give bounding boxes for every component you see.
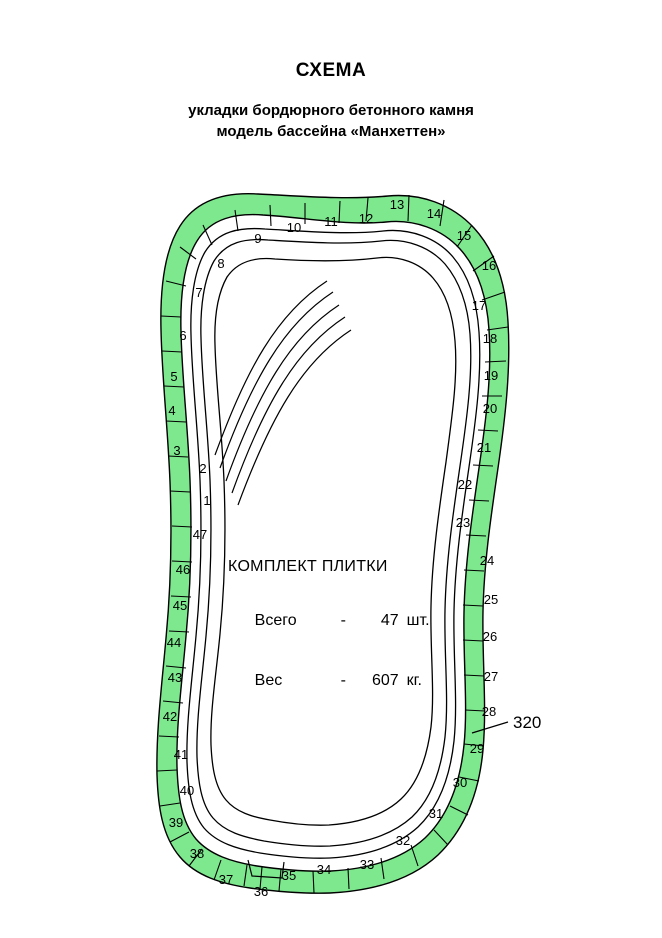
- page-title: СХЕМА: [295, 60, 367, 81]
- legend-weight-label: Вес: [254, 672, 283, 689]
- dimension-label-320: 320: [513, 713, 542, 732]
- tile-label-9: 9: [254, 231, 262, 246]
- tile-label-12: 12: [358, 211, 374, 226]
- tile-label-30: 30: [452, 775, 468, 790]
- tile-label-24: 24: [479, 553, 495, 568]
- tile-label-18: 18: [482, 331, 498, 346]
- tile-label-2: 2: [199, 461, 207, 476]
- legend-row-weight: [228, 654, 478, 708]
- tile-label-31: 31: [428, 806, 444, 821]
- tile-label-19: 19: [483, 368, 499, 383]
- legend-row-total: [228, 594, 478, 648]
- tile-label-1: 1: [203, 493, 211, 508]
- tile-label-10: 10: [286, 220, 302, 235]
- tile-label-32: 32: [395, 833, 411, 848]
- tile-label-16: 16: [481, 258, 497, 273]
- tile-label-25: 25: [483, 592, 499, 607]
- legend-total-label: Всего: [254, 612, 297, 629]
- tile-label-29: 29: [469, 741, 485, 756]
- tile-label-17: 17: [471, 298, 487, 313]
- tile-label-38: 38: [189, 846, 205, 861]
- tile-ring-inner: [177, 215, 490, 872]
- legend-weight-unit: кг.: [406, 672, 422, 689]
- tile-label-36: 36: [253, 884, 269, 899]
- legend-total-value: 47: [380, 612, 399, 629]
- tile-kit-legend: [228, 558, 478, 714]
- legend-weight-value: 607: [371, 672, 399, 689]
- page-subtitle-line1: укладки бордюрного бетонного камня: [188, 102, 474, 119]
- tile-label-46: 46: [175, 562, 191, 577]
- tile-label-28: 28: [481, 704, 497, 719]
- tile-label-27: 27: [483, 669, 499, 684]
- tile-label-39: 39: [168, 815, 184, 830]
- tile-label-40: 40: [179, 783, 195, 798]
- legend-weight-dash: -: [340, 672, 346, 689]
- legend-total-unit: шт.: [406, 612, 430, 629]
- tile-label-34: 34: [316, 862, 332, 877]
- tile-label-35: 35: [281, 868, 297, 883]
- tile-label-15: 15: [456, 228, 472, 243]
- tile-label-26: 26: [482, 629, 498, 644]
- tile-ring: [157, 194, 509, 899]
- tile-label-3: 3: [173, 443, 181, 458]
- tile-label-45: 45: [172, 598, 188, 613]
- tile-label-14: 14: [426, 206, 442, 221]
- legend-heading: КОМПЛЕКТ ПЛИТКИ: [228, 558, 388, 575]
- tile-label-33: 33: [359, 857, 375, 872]
- tile-label-44: 44: [166, 635, 182, 650]
- tile-label-6: 6: [179, 328, 187, 343]
- tile-label-43: 43: [167, 670, 183, 685]
- page-subtitle-line2: модель бассейна «Манхеттен»: [216, 123, 446, 140]
- tile-label-37: 37: [218, 872, 234, 887]
- tile-label-21: 21: [476, 440, 492, 455]
- tile-label-41: 41: [173, 747, 189, 762]
- tile-label-8: 8: [217, 256, 225, 271]
- tile-label-47: 47: [192, 527, 208, 542]
- tile-label-5: 5: [170, 369, 178, 384]
- tile-label-20: 20: [482, 401, 498, 416]
- legend-total-dash: -: [340, 612, 346, 629]
- tile-label-11: 11: [324, 214, 338, 229]
- tile-label-7: 7: [195, 285, 203, 300]
- tile-label-23: 23: [455, 515, 471, 530]
- tile-label-42: 42: [162, 709, 178, 724]
- tile-label-13: 13: [389, 197, 405, 212]
- tile-label-4: 4: [168, 403, 176, 418]
- tile-label-22: 22: [457, 477, 473, 492]
